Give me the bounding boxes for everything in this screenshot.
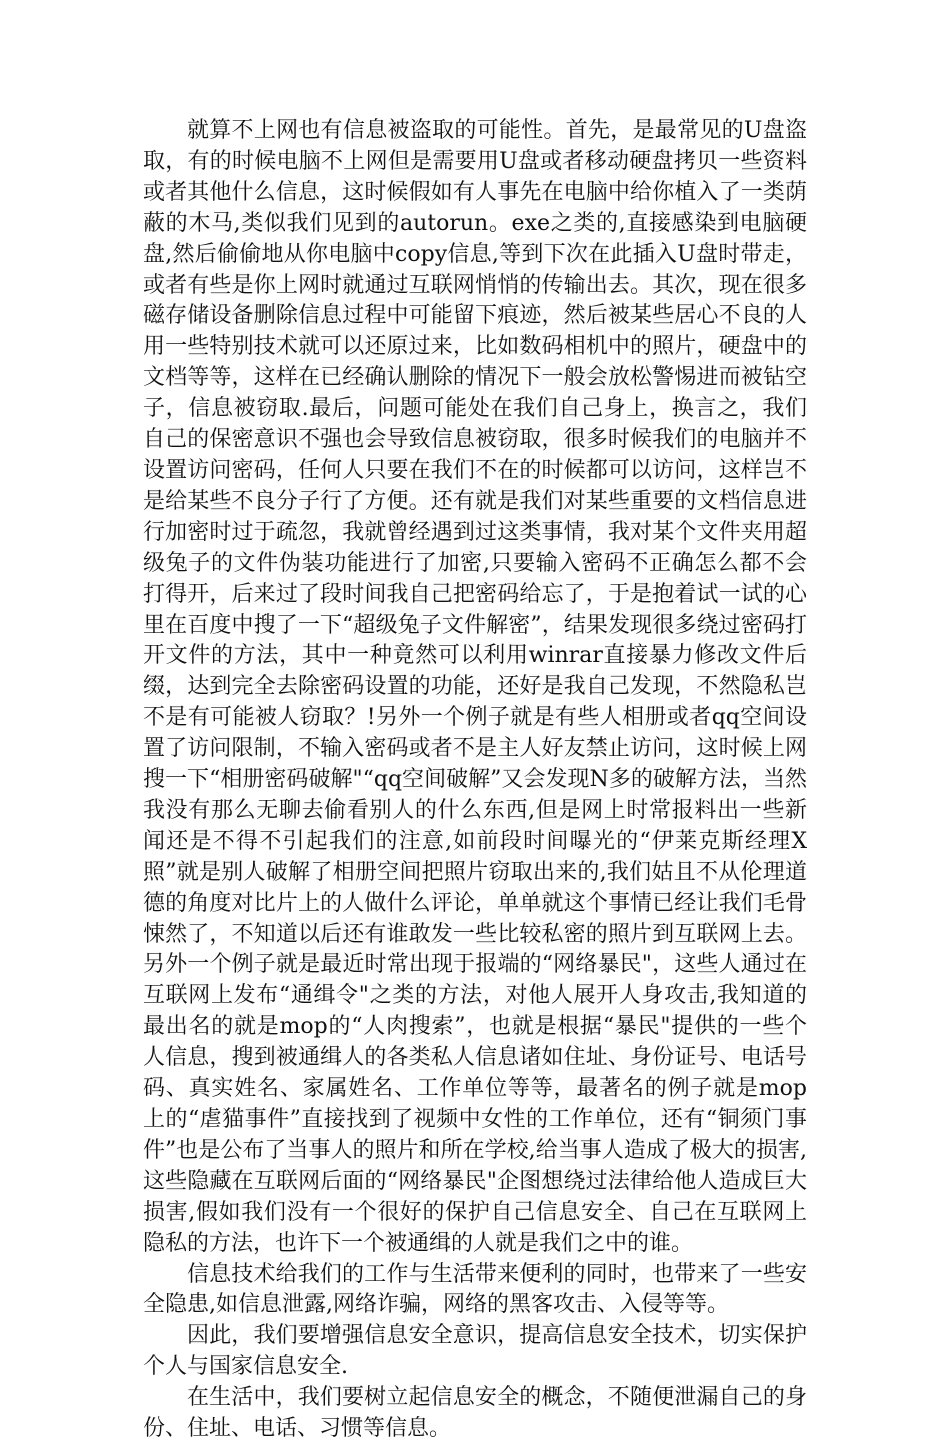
paragraph-information-theft: 就算不上网也有信息被盗取的可能性。首先，是最常见的U盘盗取，有的时候电脑不上网但是需要用U盘或者移动硬盘拷贝一些资料或者其他什么信息，这时候假如有人事先在电脑中给你植入了一类荫蔽的木马,类似我们见到的autorun。exe之类的,直接感染到电脑硬盘,然后偷偷地从你电脑中copy信息,等到下次在此插入U盘时带走，或者有些是你上网时就通过互联网悄悄的传输出去。其次，现在很多磁存储设备删除信息过程中可能留下痕迹，然后被某些居心不良的人用一些特别技术就可以还原过来，比如数码相机中的照片，硬盘中的文档等等，这样在已经确认删除的情况下一般会放松警惕进而被钻空子，信息被窃取.最后，问题可能处在我们自己身上，换言之，我们自己的保密意识不强也会导致信息被窃取，很多时候我们的电脑并不设置访问密码，任何人只要在我们不在的时候都可以访问，这样岂不是给某些不良分子行了方便。还有就是我们对某些重要的文档信息进行加密时过于疏忽，我就曾经遇到过这类事情，我对某个文件夹用超级兔子的文件伪装功能进行了加密,只要输入密码不正确怎么都不会打得开，后来过了段时间我自己把密码给忘了，于是抱着试一试的心里在百度中搜了一下“超级兔子文件解密”，结果发现很多绕过密码打开文件的方法，其中一种竟然可以利用winrar直接暴力修改文件后缀，达到完全去除密码设置的功能，还好是我自己发现，不然隐私岂不是有可能被人窃取？!另外一个例子就是有些人相册或者qq空间设置了访问限制，不输入密码或者不是主人好友禁止访问，这时候上网搜一下“相册密码破解"“qq空间破解”又会发现N多的破解方法，当然我没有那么无聊去偷看别人的什么东西,但是网上时常报料出一些新闻还是不得不引起我们的注意,如前段时间曝光的“伊莱克斯经理X照”就是别人破解了相册空间把照片窃取出来的,我们姑且不从伦理道德的角度对比片上的人做什么评论，单单就这个事情已经让我们毛骨悚然了，不知道以后还有谁敢发一些比较私密的照片到互联网上去。另外一个例子就是最近时常出现于报端的“网络暴民"，这些人通过在互联网上发布“通缉令"之类的方法，对他人展开人身攻击,我知道的最出名的就是mop的“人肉搜索”，也就是根据“暴民"提供的一些个人信息，搜到被通缉人的各类私人信息诸如住址、身份证号、电话号码、真实姓名、家属姓名、工作单位等等，最著名的例子就是mop上的“虐猫事件”直接找到了视频中女性的工作单位，还有“铜须门事件”也是公布了当事人的照片和所在学校,给当事人造成了极大的损害,这些隐藏在互联网后面的“网络暴民"企图想绕过法律给他人造成巨大损害,假如我们没有一个很好的保护自己信息安全、自己在互联网上隐私的方法，也许下一个被通缉的人就是我们之中的谁。 — [143, 118, 808, 1256]
paragraph-daily-life: 在生活中，我们要树立起信息安全的概念，不随便泄漏自己的身份、住址、电话、习惯等信息。 — [143, 1385, 807, 1442]
paragraph-security-risks: 信息技术给我们的工作与生活带来便利的同时，也带来了一些安全隐患,如信息泄露,网络诈骗，网络的黑客攻击、入侵等等。 — [143, 1261, 807, 1318]
paragraph-strengthen-awareness: 因此，我们要增强信息安全意识，提高信息安全技术，切实保护个人与国家信息安全. — [143, 1323, 807, 1380]
document-body — [143, 116, 807, 1445]
